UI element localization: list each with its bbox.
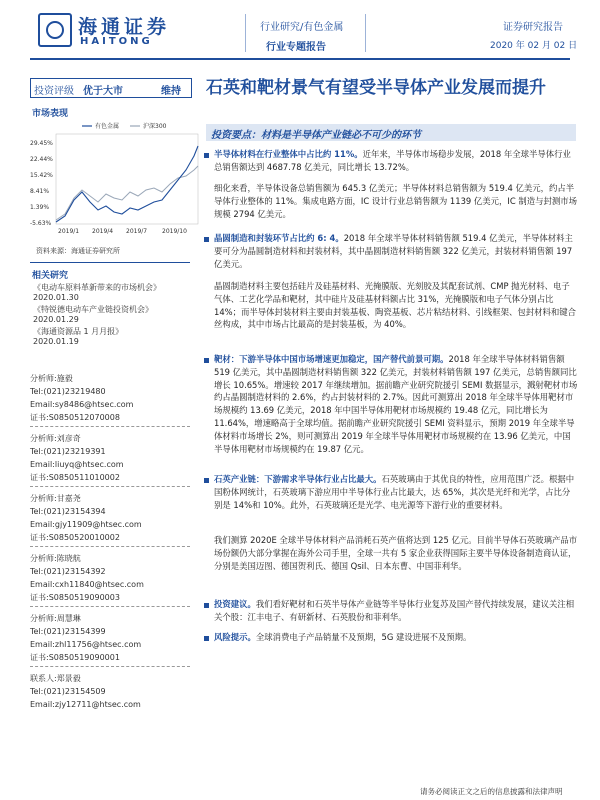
legend-b: 沪深300 [143,123,167,130]
related-item-date: 2020.01.19 [33,337,79,346]
y-tick: 29.45% [30,140,53,147]
related-item-title: 《海通资源品 1 月月报》 [33,327,124,336]
paragraph [214,280,578,331]
key-points-bar [206,124,576,141]
analyst-cert: 证书:S0850511010002 [30,473,120,482]
analyst-cert: 证书:S0850512070008 [30,413,120,422]
report-category: 行业研究/有色金属 [260,22,344,33]
report-type: 行业专题报告 [266,42,326,53]
divider [30,262,190,263]
y-tick: 8.41% [30,188,50,195]
related-item-date: 2020.01.29 [33,315,79,324]
paragraph [214,353,578,455]
analyst-card [30,612,190,668]
related-item[interactable] [33,304,203,324]
paragraph-lead: 投资建议。 [214,599,256,609]
chart-source: 资料来源：海通证券研究所 [36,247,120,255]
analyst-name: 分析师:刘彦奇 [30,434,81,443]
paragraph-text: 晶圆制造材料主要包括硅片及硅基材料、光掩膜版、光刻胶及其配套试剂、CMP 抛光材料、电子气体、工艺化学品和靶材，其中硅片及硅基材料额占比 31%，光掩膜版和电子气体分别占比 14%；而半导体封装材料主要由封装基板、陶瓷基板、芯片粘结材料、引线框架、包封材料和键合丝构成，其中市场占比最高的是封装基板，为 40%。 [214,281,576,330]
report-header [0,0,600,60]
analyst-email[interactable]: Email:gjy11909@htsec.com [30,520,142,529]
disclaimer-footer: 请务必阅读正文之后的信息披露和法律声明 [420,787,563,796]
bullet-icon [204,358,209,363]
analyst-card [30,672,141,711]
analyst-name: 分析师:甘嘉尧 [30,494,81,503]
analyst-tel: Tel:(021)23154399 [30,627,106,636]
market-title: 市场表现 [32,109,69,119]
analyst-tel: Tel:(021)23154509 [30,687,106,696]
y-tick: 15.42% [30,172,53,179]
analyst-card [30,492,190,548]
analyst-cert: 证书:S0850519090001 [30,653,120,662]
x-tick: 2019/1 [58,228,80,235]
analyst-card [30,432,190,488]
analyst-email[interactable]: Email:liuyq@htsec.com [30,460,124,469]
analyst-email[interactable]: Email:cxh11840@htsec.com [30,580,144,589]
paragraph [214,182,578,220]
analyst-name: 分析师:陈晓航 [30,554,81,563]
paragraph-text: 近年来，半导体市场稳步发展，2018 年全球半导体行业总销售额达到 4687.78 亿美元，同比增长 13.72%。 [214,149,571,172]
divider [30,426,190,428]
paragraph-text: 我们看好靶材和石英半导体产业链等半导体行业复苏及国产替代持续发展，建议关注相关个股：江丰电子、有研新材、石英股份和菲利华。 [214,599,575,622]
related-item-date: 2020.01.30 [33,293,79,302]
paragraph [214,232,578,270]
paragraph-text: 2018 年全球半导体材料销售额 519.4 亿美元，半导体材料主要可分为晶圆制造材料和封装材料，其中晶圆制造材料销售额 322 亿美元，封装材料销售额 197 亿美元。 [214,233,573,269]
haitong-logo-icon [38,13,72,47]
x-ticks [58,228,187,235]
bullet-icon [204,636,209,641]
paragraph-text: 我们测算 2020E 全球半导体材料产品消耗石英产值将达到 125 亿元。目前半导体石英玻璃产品市场份额仍大部分掌握在海外公司手里，全球一共有 5 家企业获得国际主要半导体设备制造商认证，分别是美国迈图、德国贺利氏、德国 Qsil、日本东曹、中国菲利华。 [214,535,578,571]
y-tick: 22.44% [30,156,53,163]
paragraph-text: 细化来看，半导体设备总销售额为 645.3 亿美元；半导体材料总销售额为 519.4 亿美元，约占半导体行业整体的 11%。集成电路方面，IC 设计行业总销售额为 1139 亿美元，IC 制造与封测市场规模 2794 亿美元。 [214,183,577,219]
x-tick: 2019/7 [126,228,148,235]
bullet-icon [204,153,209,158]
rating-action: 维持 [161,86,181,97]
series-b-line [56,166,198,220]
divider [30,606,190,608]
paragraph-lead: 晶圆制造和封装环节占比约 6: 4。 [214,233,344,243]
chart-legend [82,122,167,130]
header-divider [245,14,246,52]
legend-a: 有色金属 [95,123,120,130]
logo-en: HAITONG [80,36,153,47]
related-title: 相关研究 [32,271,69,281]
paragraph [214,534,578,572]
analyst-email[interactable]: Email:sy8486@htsec.com [30,400,134,409]
paragraph [214,631,578,644]
related-item[interactable] [33,282,203,302]
paragraph-lead: 石英产业链：下游需求半导体行业占比最大。 [214,474,382,484]
market-chart [30,120,200,235]
x-tick: 2019/4 [92,228,114,235]
logo-cn: 海通证券 [78,16,171,38]
series-a-line [56,146,198,222]
paragraph-lead: 靶材：下游半导体中国市场增速更加稳定，国产替代前景可期。 [214,354,449,364]
paragraph-text: 全球消费电子产品销量不及预期，5G 建设进展不及预期。 [255,632,472,642]
analyst-name: 分析师:周慧琳 [30,614,81,623]
analyst-email[interactable]: Email:zhl11756@htsec.com [30,640,142,649]
paragraph-lead: 半导体材料在行业整体中占比约 11%。 [214,149,363,159]
y-ticks [30,140,53,227]
report-date: 2020 年 02 月 02 日 [490,41,578,51]
related-item[interactable] [33,326,203,346]
investment-rating [30,78,192,98]
analyst-cert: 证书:S0850519090003 [30,593,120,602]
related-item-title: 《电动车原料革新带来的市场机会》 [33,283,161,292]
key-points-title: 投资要点：材料是半导体产业链必不可少的环节 [211,130,421,141]
paragraph-lead: 风险提示。 [214,632,256,642]
paragraph [214,148,578,174]
analyst-cert: 证书:S0850520010002 [30,533,120,542]
divider [30,546,190,548]
analyst-tel: Tel:(021)23154394 [30,507,106,516]
y-tick: 1.39% [30,204,50,211]
divider [30,486,190,488]
analyst-tel: Tel:(021)23219391 [30,447,106,456]
analyst-name: 联系人:郑景毅 [30,674,81,683]
x-tick: 2019/10 [162,228,187,235]
header-rule [30,58,570,60]
bullet-icon [204,237,209,242]
paragraph-text: 石英玻璃由于其优良的特性，应用范围广泛。根据中国粉体网统计，石英玻璃下游应用中半导体行业占比最大，达 65%，其次是光纤和光学，占比分别是 14%和 10%。此外，石英玻璃还是光学、电光源等下游行业的重要材料。 [214,474,575,510]
header-divider [365,14,366,52]
analyst-tel: Tel:(021)23154392 [30,567,106,576]
paragraph [214,473,578,511]
paragraph-text: 2018 年全球半导体材料销售额 519 亿美元，其中晶圆制造材料销售额 322 亿美元，封装材料销售额 197 亿美元，总销售额同比增长 10.65%。增速较 2017 年继续增加。据前瞻产业研究院援引 SEMI 数据显示，溅射靶材市场约占晶圆制造材料的 2.6%，约占封装材料的 2.7%。因此可测算出 2018 年全球半导体用靶材市场规模约 13.69 亿美元，2018 年中国半导体用靶材市场规模约 19.48 亿元，同比增长为 11.64%，增速略高于全球均值。据前瞻产业研究院援引 SEMI 资料显示，预期 2019 年全球半导体材料市场增长 2%，则可测算出 2019 年全球半导体用靶材市场规模约在 13.96 亿美元，中国半导体用靶材市场规模约在 19.87 亿元。 [214,354,578,454]
divider [30,666,190,668]
analyst-email[interactable]: Email:zjy12711@htsec.com [30,700,141,709]
rating-value: 优于大市 [83,86,123,97]
analyst-card [30,372,190,428]
analyst-name: 分析师:施毅 [30,374,73,383]
rating-label: 投资评级 [34,86,74,97]
bullet-icon [204,603,209,608]
paragraph [214,598,578,624]
report-title: 石英和靶材景气有望受半导体产业发展而提升 [206,78,546,98]
analyst-tel: Tel:(021)23219480 [30,387,106,396]
analyst-card [30,552,190,608]
doc-type: 证券研究报告 [503,22,563,33]
related-item-title: 《特锐德电动车产业链投资机会》 [33,305,153,314]
bullet-icon [204,478,209,483]
y-tick: -5.63% [30,220,52,227]
